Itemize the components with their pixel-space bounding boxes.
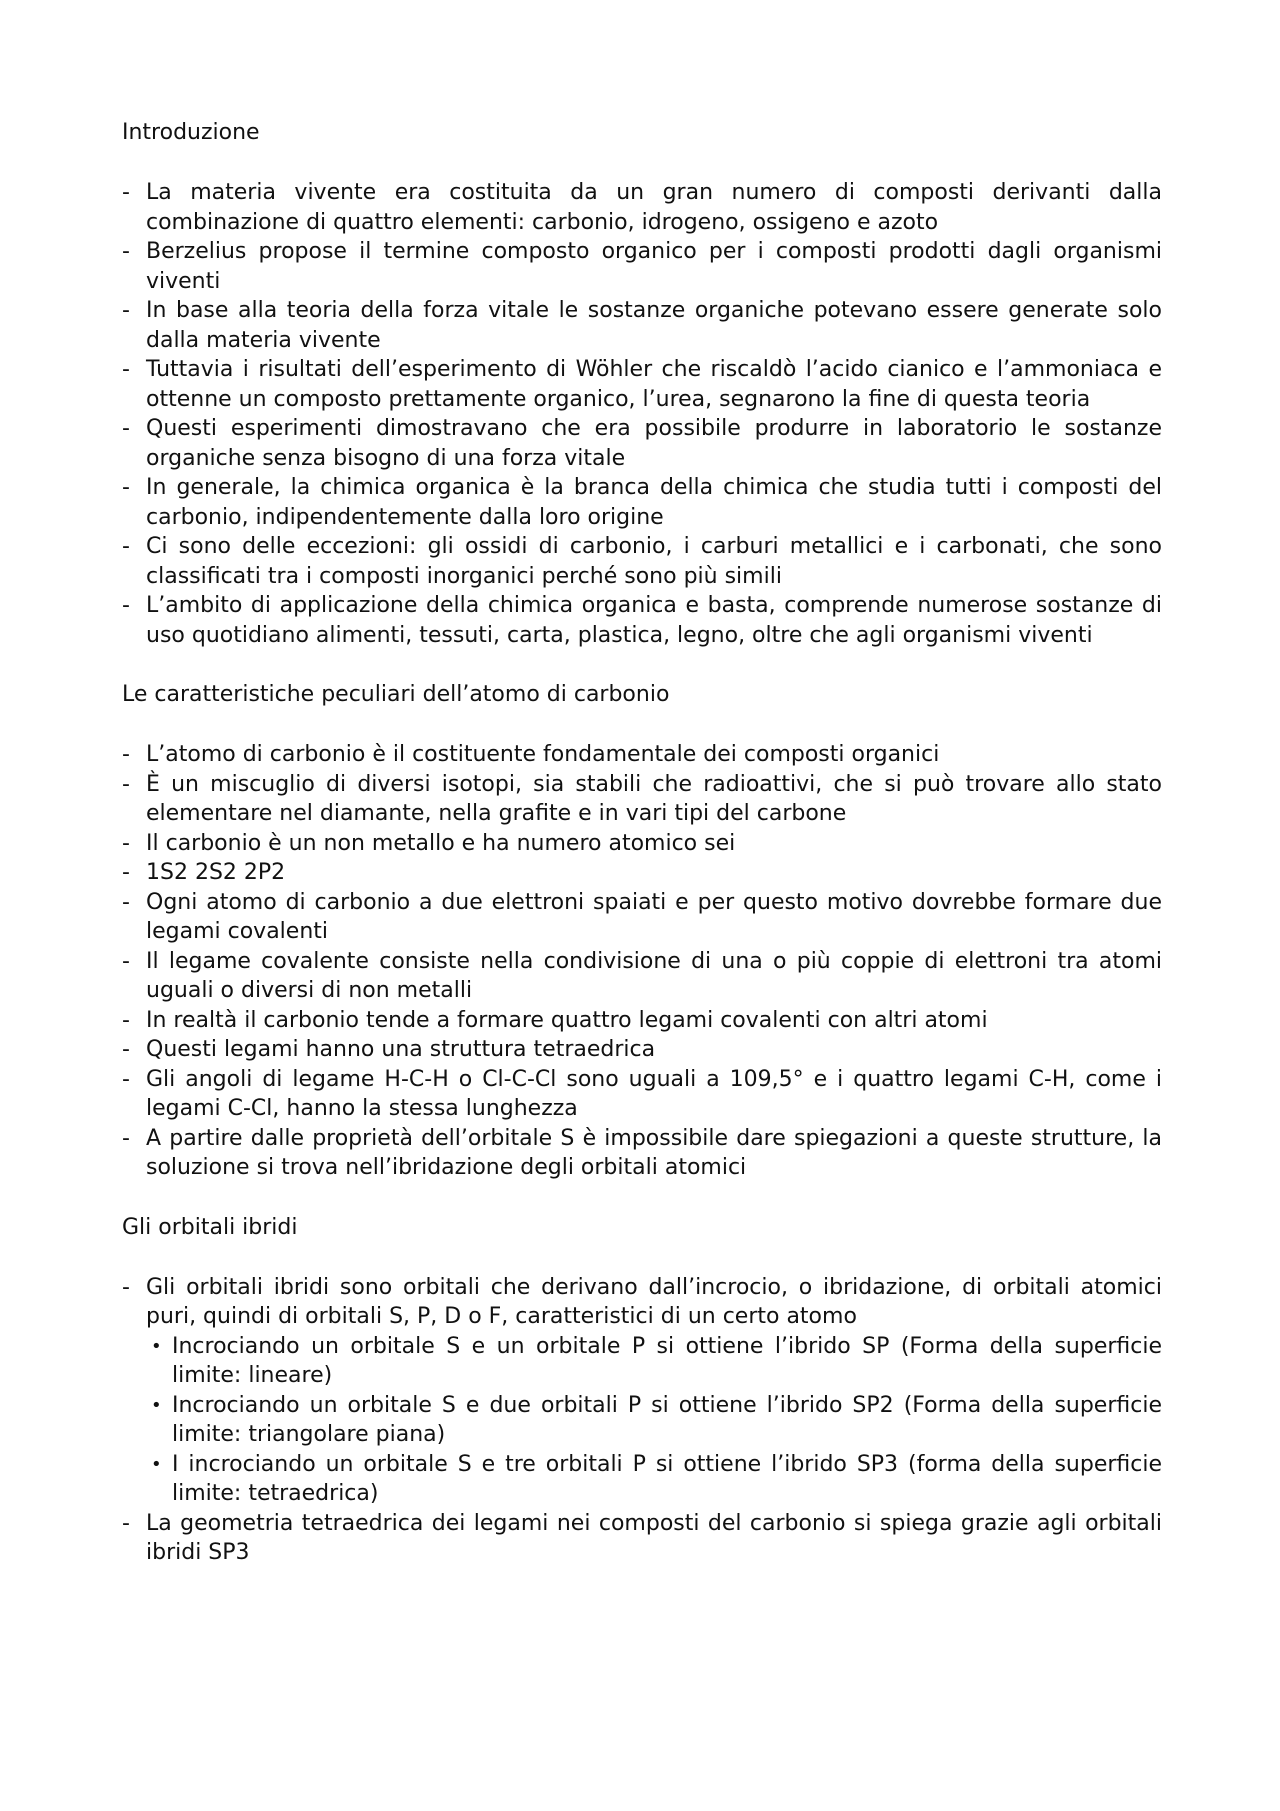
- dash-marker: -: [122, 357, 130, 382]
- dash-marker: -: [122, 239, 130, 264]
- list-carbonio: [122, 740, 1162, 1183]
- list-item: - L’atomo di carbonio è il costituente fondamentale dei composti organici: [122, 740, 1162, 770]
- list-item: - Gli orbitali ibridi sono orbitali che derivano dall’incrocio, o ibridazione, di orbitali atomici puri, quindi di orbitali S, P, D o F, caratteristici di un certo atomo • Incrociando un orbitale S e un orbitale P si ottiene l’ibrido SP (Forma della superficie limite: lineare) • Incrociando un orbitale S e due orbitali P si ottiene l’ibrido SP2 (Forma della superficie limite: triangolare piana) • I incrociando un orbitale S e tre orbitali P si ottiene l’ibrido SP3 (forma della superficie limite: tetraedrica): [122, 1273, 1162, 1509]
- bullet-marker: •: [151, 1453, 162, 1475]
- list-introduzione: [122, 178, 1162, 650]
- list-item: - In realtà il carbonio tende a formare quattro legami covalenti con altri atomi: [122, 1006, 1162, 1036]
- dash-marker: -: [122, 1274, 130, 1300]
- section-heading-orbitali-ibridi: Gli orbitali ibridi: [122, 1214, 298, 1240]
- list-item: - 1S2 2S2 2P2: [122, 858, 1162, 888]
- dash-marker: -: [122, 1125, 130, 1151]
- dash-marker: -: [122, 475, 130, 500]
- dash-marker: -: [122, 1066, 130, 1092]
- dash-marker: -: [122, 742, 130, 767]
- list-item: - Ogni atomo di carbonio a due elettroni spaiati e per questo motivo dovrebbe formare due legami covalenti: [122, 889, 1162, 944]
- dash-marker: -: [122, 593, 130, 618]
- list-item: - Berzelius propose il termine composto organico per i composti prodotti dagli organismi viventi: [122, 239, 1162, 294]
- list-item: - L’ambito di applicazione della chimica organica e basta, comprende numerose sostanze di uso quotidiano alimenti, tessuti, carta, plastica, legno, oltre che agli organismi viventi: [122, 593, 1162, 648]
- sublist-item: • Incrociando un orbitale S e due orbitali P si ottiene l’ibrido SP2 (Forma della superficie limite: triangolare piana): [151, 1392, 1162, 1447]
- bullet-marker: •: [151, 1394, 162, 1416]
- list-item: - In base alla teoria della forza vitale le sostanze organiche potevano essere generate solo dalla materia vivente: [122, 298, 1162, 353]
- list-item: - Tuttavia i risultati dell’esperimento di Wöhler che riscaldò l’acido cianico e l’ammoniaca e ottenne un composto prettamente organico, l’urea, segnarono la fine di questa teoria: [122, 357, 1162, 412]
- list-item: - La geometria tetraedrica dei legami nei composti del carbonio si spiega grazie agli orbitali ibridi SP3: [122, 1510, 1162, 1565]
- dash-marker: -: [122, 948, 130, 974]
- sublist-item: • I incrociando un orbitale S e tre orbitali P si ottiene l’ibrido SP3 (forma della superficie limite: tetraedrica): [151, 1451, 1162, 1506]
- list-item: - Gli angoli di legame H-C-H o Cl-C-Cl sono uguali a 109,5° e i quattro legami C-H, come i legami C-Cl, hanno la stessa lunghezza: [122, 1066, 1162, 1121]
- document-page: [122, 118, 1162, 1568]
- sublist-ibridi: [146, 1332, 1162, 1509]
- list-item: - Questi esperimenti dimostravano che era possibile produrre in laboratorio le sostanze organiche senza bisogno di una forza vitale: [122, 416, 1162, 471]
- dash-marker: -: [122, 889, 130, 915]
- list-item: - Il legame covalente consiste nella condivisione di una o più coppie di elettroni tra atomi uguali o diversi di non metalli: [122, 948, 1162, 1003]
- dash-marker: -: [122, 860, 130, 885]
- section-heading-introduzione: Introduzione: [122, 120, 260, 145]
- dash-marker: -: [122, 830, 130, 856]
- dash-marker: -: [122, 298, 130, 323]
- list-item: - Questi legami hanno una struttura tetraedrica: [122, 1035, 1162, 1065]
- dash-marker: -: [122, 1037, 130, 1062]
- dash-marker: -: [122, 771, 130, 797]
- dash-marker: -: [122, 180, 130, 205]
- section-heading-carbonio: Le caratteristiche peculiari dell’atomo di carbonio: [122, 682, 670, 707]
- sublist-item: • Incrociando un orbitale S e un orbitale P si ottiene l’ibrido SP (Forma della superficie limite: lineare): [151, 1333, 1162, 1388]
- dash-marker: -: [122, 534, 130, 559]
- list-item: - Ci sono delle eccezioni: gli ossidi di carbonio, i carburi metallici e i carbonati, che sono classificati tra i composti inorganici perché sono più simili: [122, 534, 1162, 589]
- list-item: - La materia vivente era costituita da un gran numero di composti derivanti dalla combinazione di quattro elementi: carbonio, idrogeno, ossigeno e azoto: [122, 180, 1162, 235]
- list-orbitali-ibridi: [122, 1273, 1162, 1568]
- list-item: - Il carbonio è un non metallo e ha numero atomico sei: [122, 829, 1162, 859]
- list-item: - A partire dalle proprietà dell’orbitale S è impossibile dare spiegazioni a queste strutture, la soluzione si trova nell’ibridazione degli orbitali atomici: [122, 1125, 1162, 1180]
- dash-marker: -: [122, 1007, 130, 1033]
- list-item: - È un miscuglio di diversi isotopi, sia stabili che radioattivi, che si può trovare allo stato elementare nel diamante, nella grafite e in vari tipi del carbone: [122, 771, 1162, 826]
- list-item: - In generale, la chimica organica è la branca della chimica che studia tutti i composti del carbonio, indipendentemente dalla loro origine: [122, 475, 1162, 530]
- dash-marker: -: [122, 416, 130, 441]
- dash-marker: -: [122, 1510, 130, 1536]
- bullet-marker: •: [151, 1335, 162, 1357]
